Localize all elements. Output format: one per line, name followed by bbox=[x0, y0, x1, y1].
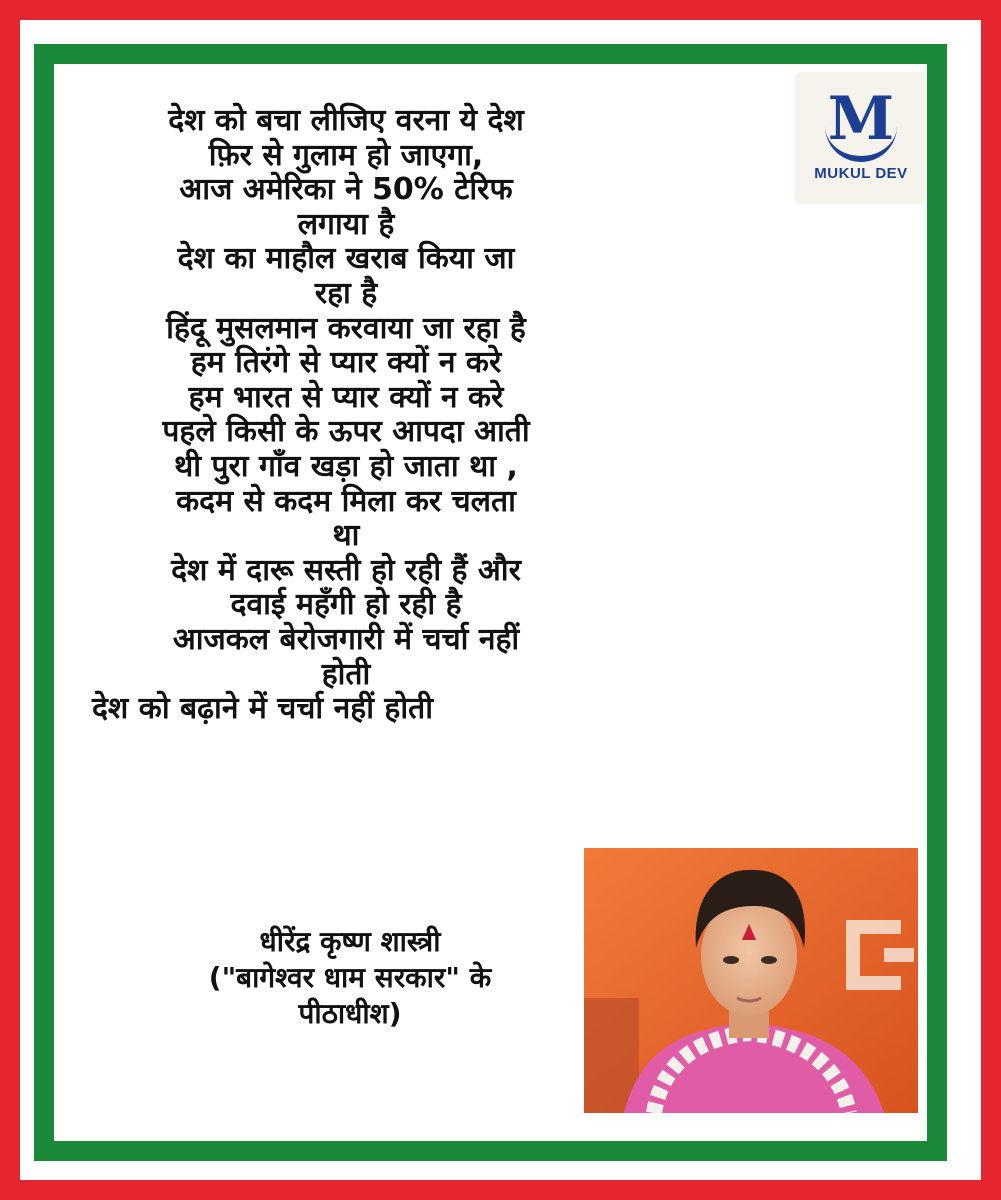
portrait-illustration bbox=[584, 848, 918, 1113]
poem-line: देश को बढ़ाने में चर्चा नहीं होती bbox=[92, 691, 433, 727]
poem-line: होती bbox=[321, 656, 371, 692]
poem-line: फ़िर से गुलाम हो जाएगा, bbox=[208, 137, 484, 173]
author-name: धीरेंद्र कृष्ण शास्त्री bbox=[259, 925, 441, 958]
logo-text: MUKUL DEV bbox=[814, 165, 908, 182]
poem-line: कदम से कदम मिला कर चलता bbox=[176, 483, 516, 519]
poem-line: हिंदू मुसलमान करवाया जा रहा है bbox=[166, 310, 526, 346]
poem-line: आजकल बेरोजगारी में चर्चा नहीं bbox=[172, 621, 520, 657]
poem-line: थी पुरा गाँव खड़ा हो जाता था , bbox=[174, 448, 518, 484]
portrait-photo bbox=[584, 848, 918, 1113]
poem-line: रहा है bbox=[314, 275, 378, 311]
poem-line: देश का माहौल खराब किया जा bbox=[177, 241, 515, 277]
poem-line: हम तिरंगे से प्यार क्यों न करे bbox=[190, 345, 502, 381]
signature-block bbox=[130, 924, 570, 1032]
poem-line: देश में दारू सस्ती हो रही हैं और bbox=[171, 552, 521, 588]
author-title-line-2: पीठाधीश) bbox=[298, 997, 402, 1030]
poem-line: आज अमेरिका ने 50% टेरिफ bbox=[179, 172, 513, 208]
poem-line: पहले किसी के ऊपर आपदा आती bbox=[162, 414, 530, 450]
poem-line: देश को बचा लीजिए वरना ये देश bbox=[168, 103, 524, 138]
poem-line: था bbox=[332, 518, 360, 554]
poem-text-block bbox=[86, 104, 606, 727]
mukul-dev-logo bbox=[795, 72, 927, 204]
author-title-line-1: ("बागेश्वर धाम सरकार" के bbox=[208, 961, 492, 994]
logo-letter: M bbox=[827, 84, 895, 154]
poem-line: हम भारत से प्यार क्यों न करे bbox=[188, 379, 504, 415]
poem-line: दवाई महँगी हो रही है bbox=[230, 587, 462, 623]
poem-line: लगाया है bbox=[297, 206, 395, 242]
